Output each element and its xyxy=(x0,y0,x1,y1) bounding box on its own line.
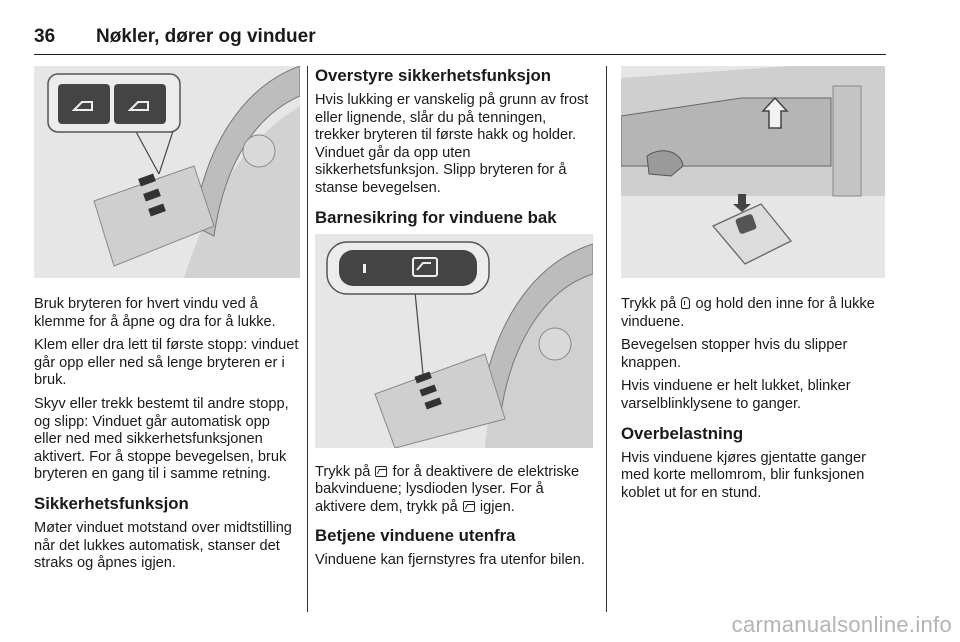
page-header xyxy=(34,22,886,55)
column-middle xyxy=(315,66,593,576)
paragraph: Trykk på og hold den inne for å lukke vinduene. xyxy=(621,296,875,330)
window-switch-illustration xyxy=(34,66,300,278)
window-lock-icon xyxy=(375,466,387,477)
paragraph: Hvis vinduene kjøres gjentatte ganger med korte mellomrom, blir funksjonen koblet ut for en stund. xyxy=(621,449,866,501)
section-heading: Overstyre sikkerhetsfunksjon xyxy=(315,66,551,85)
paragraph: Skyv eller trekk bestemt til andre stopp, og slipp: Vinduet går automatisk opp eller ned med sikkerhetsfunksjonen aktivert. For å stoppe bevegelsen, bruk bryteren en gang til i samme retning. xyxy=(34,395,289,483)
paragraph: Vinduene kan fjernstyres fra utenfor bilen. xyxy=(315,552,585,569)
page-title: Nøkler, dører og vinduer xyxy=(96,26,316,47)
remote-window-close-illustration xyxy=(621,66,885,278)
window-lock-icon xyxy=(463,501,475,512)
paragraph: Hvis lukking er vanskelig på grunn av frost eller lignende, slår du på tenningen, trekker bryteren til første hakk og holder. Vinduet går da opp uten sikkerhetsfunksjon. Slipp bryteren for å stanse bevegelsen. xyxy=(315,92,589,196)
child-lock-switch-illustration xyxy=(315,234,593,448)
page-number: 36 xyxy=(34,26,56,47)
column-divider xyxy=(307,66,308,612)
watermark: carmanualsonline.info xyxy=(731,612,952,637)
column-left xyxy=(34,66,300,579)
paragraph: Hvis vinduene er helt lukket, blinker varselblinklysene to ganger. xyxy=(621,378,851,412)
section-heading: Sikkerhetsfunksjon xyxy=(34,493,189,513)
key-lock-icon xyxy=(681,297,690,309)
paragraph: Bevegelsen stopper hvis du slipper knappen. xyxy=(621,337,848,371)
section-heading: Barnesikring for vinduene bak xyxy=(315,207,557,227)
section-heading: Betjene vinduene utenfra xyxy=(315,526,516,546)
paragraph: Møter vinduet motstand over midtstilling når det lukkes automatisk, stanser det straks og åpnes igjen. xyxy=(34,519,292,572)
column-right xyxy=(621,66,887,508)
paragraph: Bruk bryteren for hvert vindu ved å klemme for å åpne og dra for å lukke. xyxy=(34,296,276,330)
paragraph: Klem eller dra lett til første stopp: vinduet går opp eller ned så lenge bryteren er i bruk. xyxy=(34,337,299,389)
paragraph: Trykk på for å deaktivere de elektriske bakvinduene; lysdioden lyser. For å aktivere dem, trykk på igjen. xyxy=(315,463,580,515)
section-heading: Overbelastning xyxy=(621,423,744,443)
column-divider xyxy=(606,66,607,612)
